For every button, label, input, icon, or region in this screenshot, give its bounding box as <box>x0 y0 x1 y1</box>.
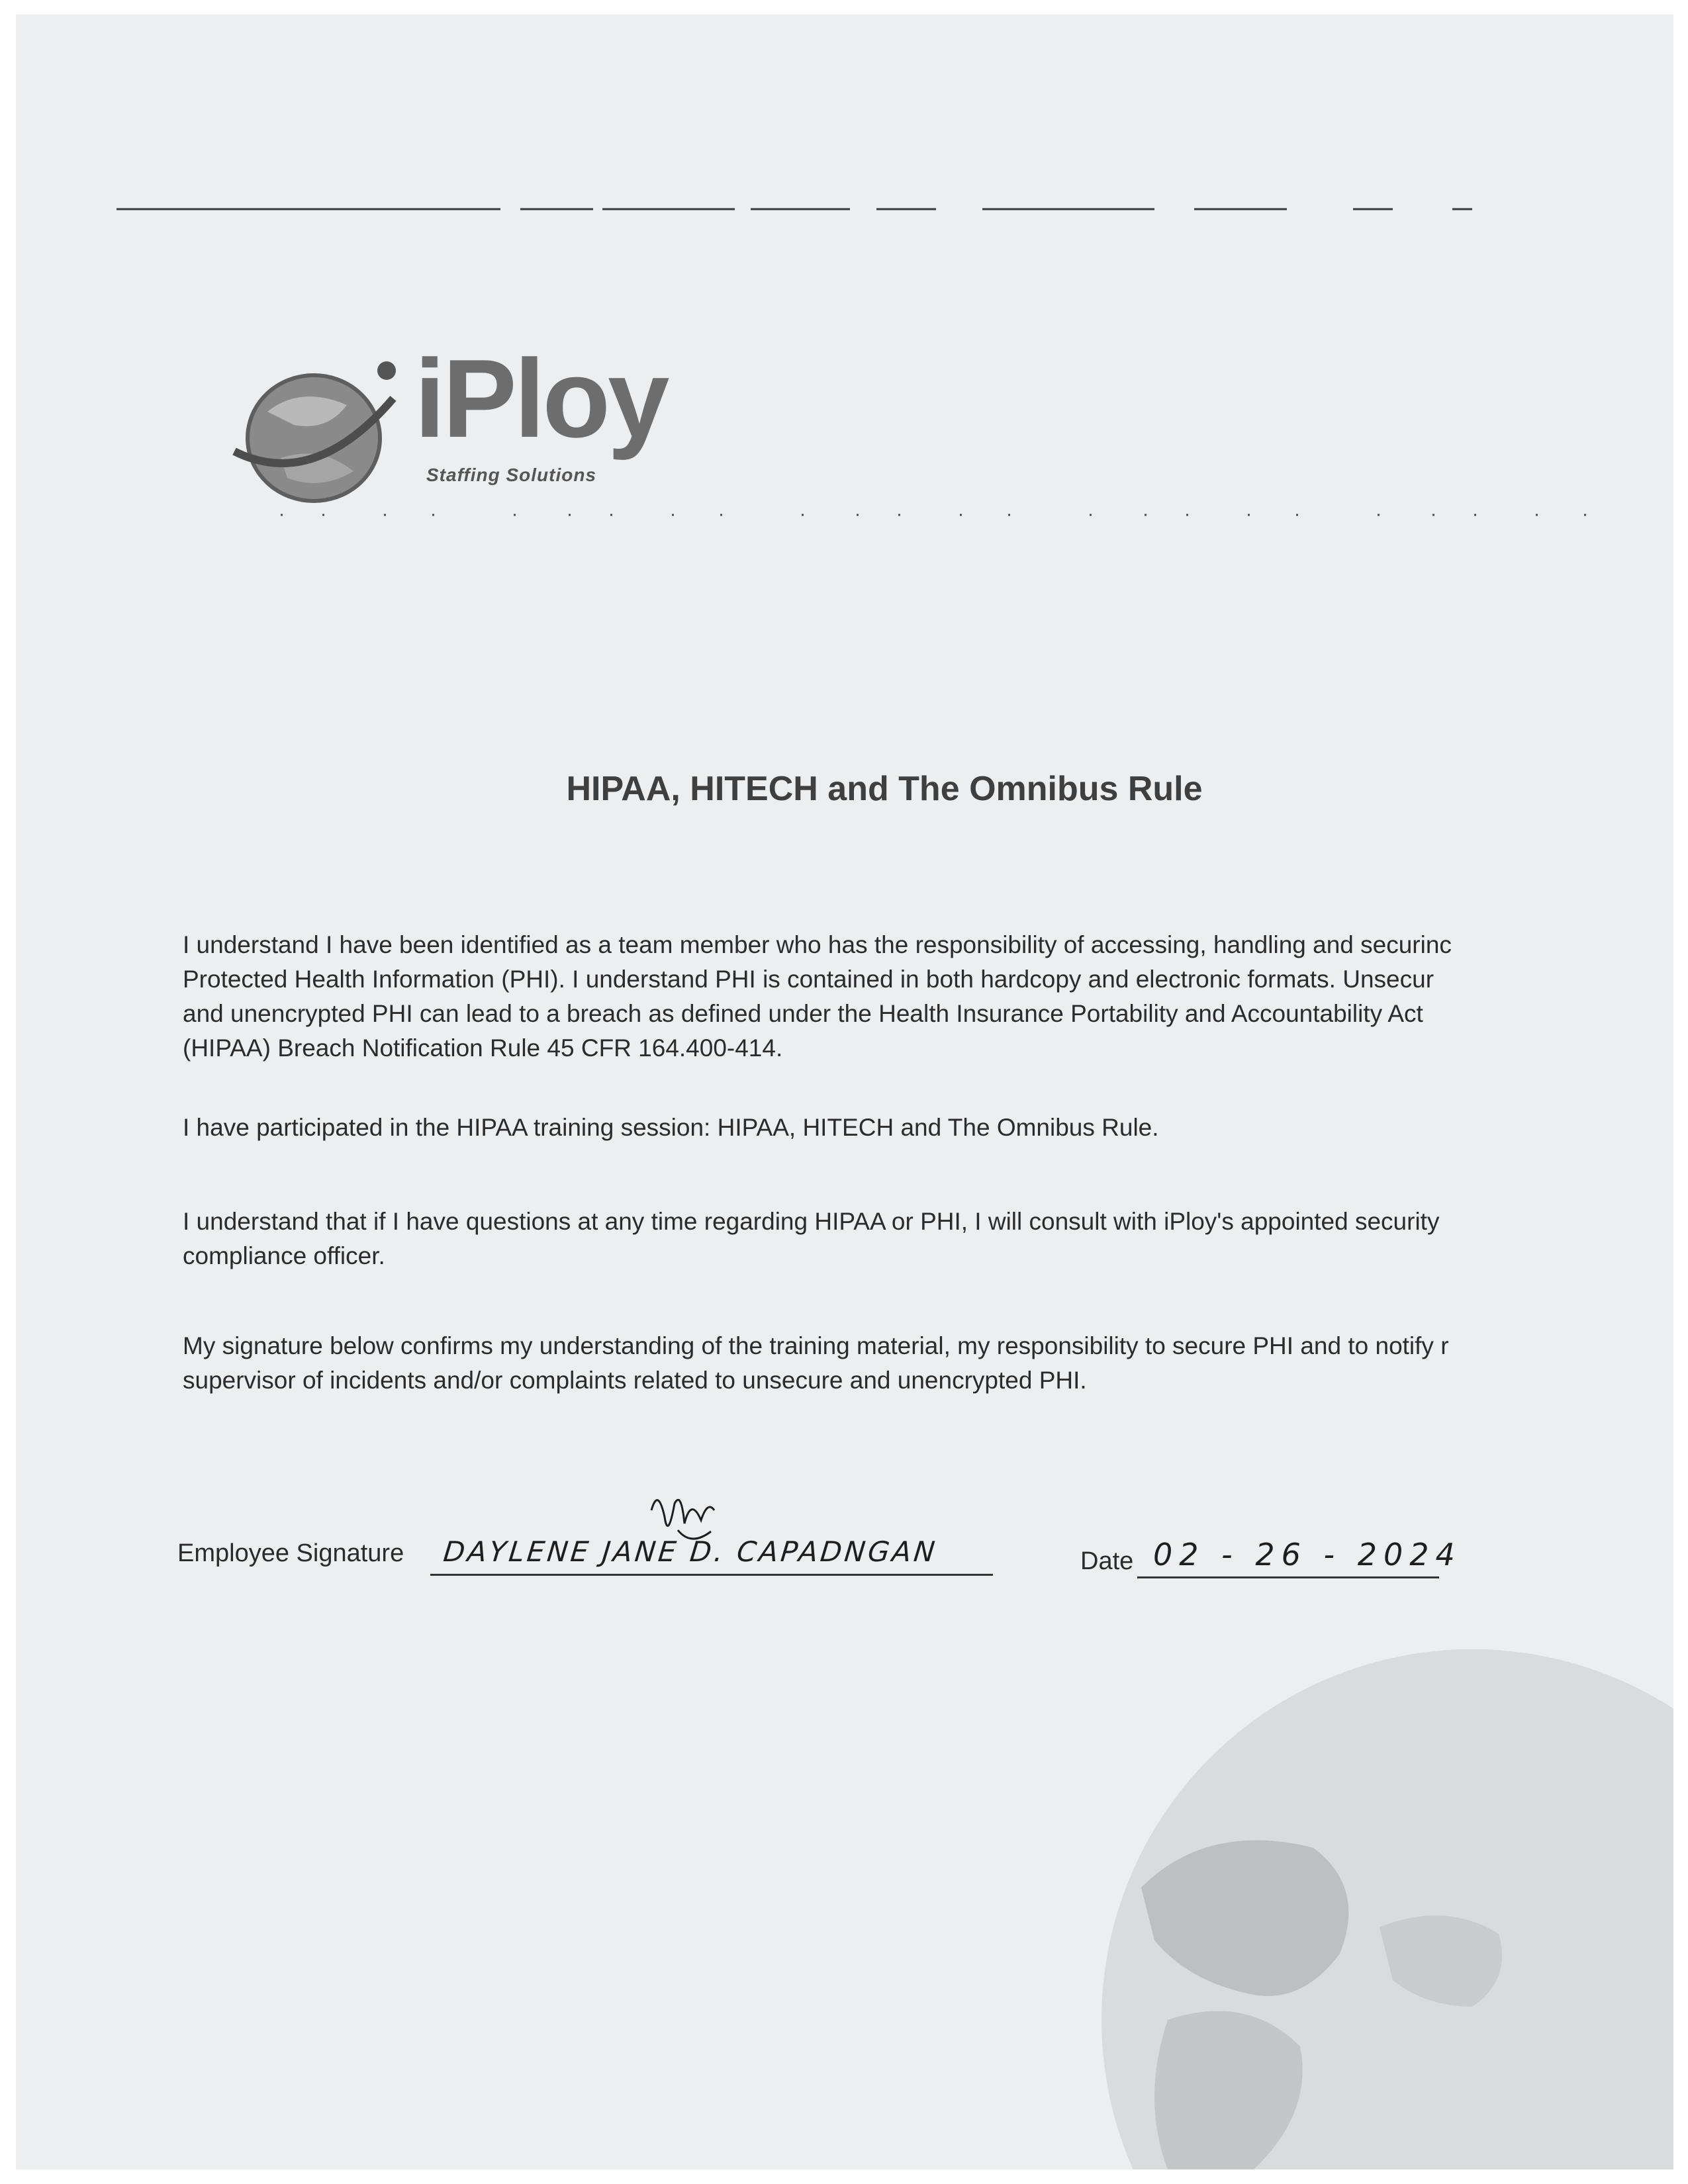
paragraph-confirmation <box>183 1329 1659 1398</box>
company-logo <box>228 332 731 524</box>
header-rule <box>117 208 1623 210</box>
signature-mark <box>638 1484 731 1557</box>
paragraph-line: My signature below confirms my understanding of the training material, my responsibility to secure PHI and to notify r <box>183 1332 1449 1359</box>
paragraph-line: and unencrypted PHI can lead to a breach as defined under the Health Insurance Portability and Accountability Act <box>183 1000 1423 1027</box>
paragraph-line: (HIPAA) Breach Notification Rule 45 CFR 164.400-414. <box>183 1034 783 1062</box>
date-label: Date <box>1080 1547 1134 1575</box>
signature-value: DAYLENE JANE D. CAPADNGAN <box>442 1535 939 1568</box>
signature-label: Employee Signature <box>177 1539 404 1567</box>
paragraph-line: Protected Health Information (PHI). I understand PHI is contained in both hardcopy and electronic formats. Unsecur <box>183 966 1434 993</box>
paragraph-line: I understand I have been identified as a team member who has the responsibility of accessing, handling and securinc <box>183 931 1452 958</box>
logo-rule <box>281 508 1631 510</box>
paragraph-line: I understand that if I have questions at any time regarding HIPAA or PHI, I will consult with iPloy's appointed security <box>183 1208 1440 1235</box>
document-title: HIPAA, HITECH and The Omnibus Rule <box>566 770 1203 808</box>
logo-wordmark: iPloy <box>414 336 667 461</box>
signature-line <box>430 1574 993 1576</box>
paragraph-line: I have participated in the HIPAA training session: HIPAA, HITECH and The Omnibus Rule. <box>183 1114 1159 1141</box>
date-value: 02 - 26 - 2024 <box>1153 1537 1462 1572</box>
logo-tagline: Staffing Solutions <box>426 465 597 485</box>
paragraph-line: supervisor of incidents and/or complaints related to unsecure and unencrypted PHI. <box>183 1367 1087 1394</box>
paragraph-questions <box>183 1205 1659 1273</box>
globe-icon <box>228 359 406 511</box>
document-page <box>16 15 1673 2169</box>
globe-watermark-icon <box>969 1649 1673 2169</box>
paragraph-line: compliance officer. <box>183 1242 385 1269</box>
date-line <box>1137 1576 1439 1578</box>
paragraph-training <box>183 1111 1659 1145</box>
paragraph-responsibility <box>183 928 1659 1066</box>
